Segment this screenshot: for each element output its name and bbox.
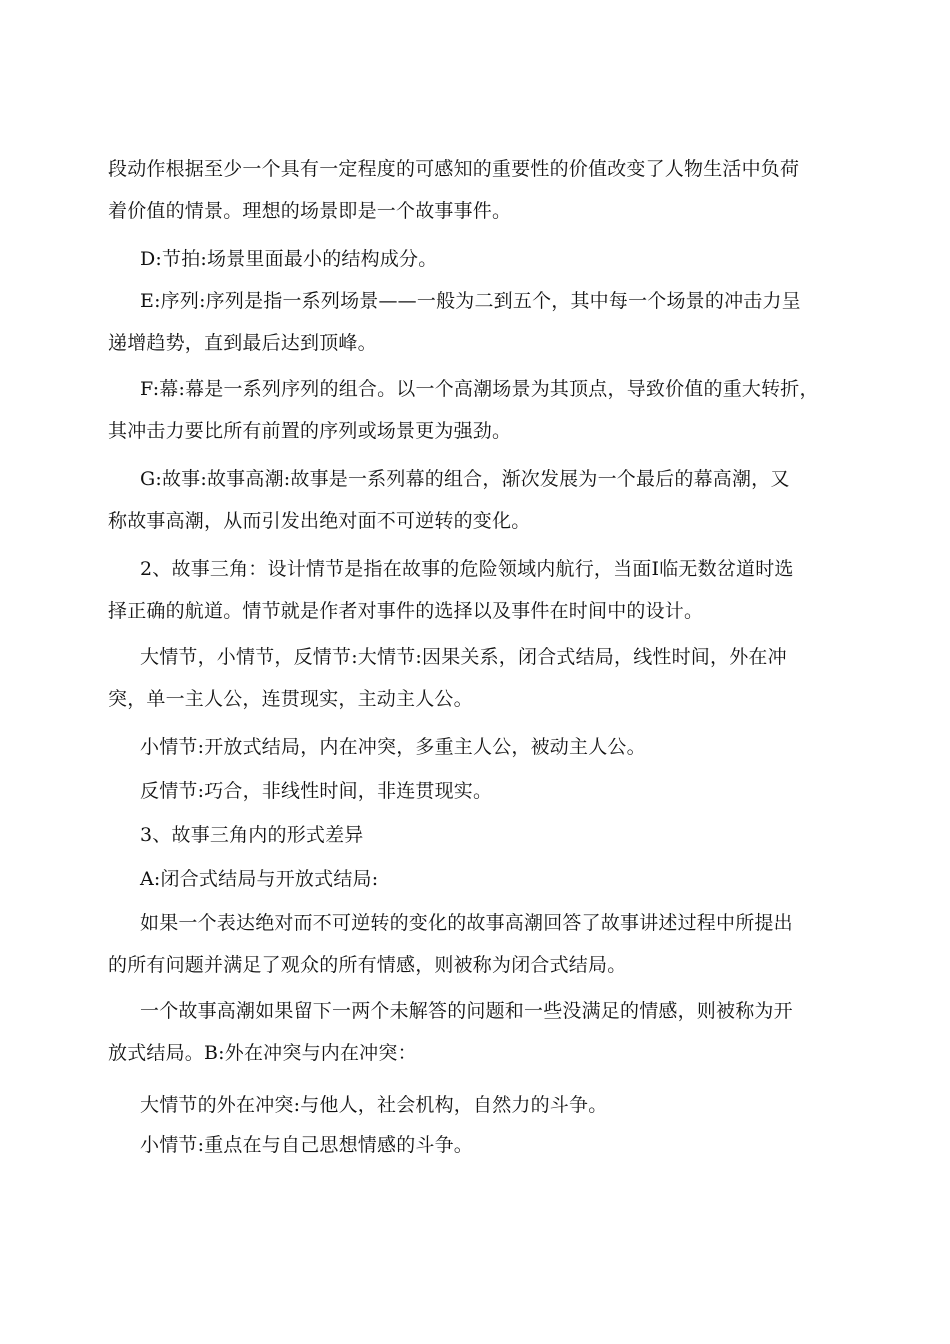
text-line: 2、故事三角：设计情节是指在故事的危险领域内航行，当面Ⅰ临无数岔道时选: [140, 558, 794, 580]
paragraph-story-triangle: [108, 548, 858, 632]
paragraph-scene-definition-continued: [108, 148, 858, 232]
text-line: 小情节:重点在与自己思想情感的斗争。: [140, 1134, 474, 1156]
text-line: 递增趋势，直到最后达到顶峰。: [108, 332, 377, 354]
text-line: 的所有问题并满足了观众的所有情感，则被称为闭合式结局。: [108, 954, 627, 976]
text-line: 小情节:开放式结局，内在冲突，多重主人公，被动主人公。: [140, 736, 646, 758]
text-line: 大情节，小情节，反情节:大情节:因果关系，闭合式结局，线性时间，外在冲: [140, 646, 787, 668]
paragraph-open-ending: [108, 990, 858, 1074]
text-line: 突，单一主人公，连贯现实，主动主人公。: [108, 688, 473, 710]
text-line: 其冲击力要比所有前置的序列或场景更为强劲。: [108, 420, 512, 442]
text-line: 反情节:巧合，非线性时间，非连贯现实。: [140, 780, 493, 802]
text-line: E:序列:序列是指一系列场景——一般为二到五个，其中每一个场景的冲击力呈: [140, 290, 801, 312]
paragraph-act: [108, 368, 858, 452]
paragraph-antiplot: [108, 770, 858, 812]
text-line: 大情节的外在冲突:与他人，社会机构，自然力的斗争。: [140, 1094, 608, 1116]
section-heading-formal-differences: [108, 814, 858, 856]
text-line: 择正确的航道。情节就是作者对事件的选择以及事件在时间中的设计。: [108, 600, 704, 622]
paragraph-internal-conflict: [108, 1124, 858, 1166]
paragraph-miniplot: [108, 726, 858, 768]
text-line: 称故事高潮，从而引发出绝对面不可逆转的变化。: [108, 510, 531, 532]
text-line: G:故事:故事高潮:故事是一系列幕的组合，渐次发展为一个最后的幕高潮，又: [140, 468, 790, 490]
text-line: 如果一个表达绝对而不可逆转的变化的故事高潮回答了故事讲述过程中所提出: [140, 912, 793, 934]
paragraph-story: [108, 458, 858, 542]
paragraph-closed-ending: [108, 902, 858, 986]
paragraph-beat: [108, 238, 858, 280]
subheading-closed-open-ending: [108, 858, 858, 900]
text-line: D:节拍:场景里面最小的结构成分。: [140, 248, 438, 270]
text-line: A:闭合式结局与开放式结局:: [140, 868, 379, 890]
paragraph-archplot: [108, 636, 858, 720]
text-line: 放式结局。B:外在冲突与内在冲突：: [108, 1042, 417, 1064]
text-line: 3、故事三角内的形式差异: [140, 824, 364, 846]
text-line: 一个故事高潮如果留下一两个未解答的问题和一些没满足的情感，则被称为开: [140, 1000, 793, 1022]
paragraph-external-conflict: [108, 1084, 858, 1126]
text-line: 着价值的情景。理想的场景即是一个故事事件。: [108, 200, 512, 222]
paragraph-sequence: [108, 280, 858, 364]
text-line: F:幕:幕是一系列序列的组合。以一个高潮场景为其顶点，导致价值的重大转折，: [140, 378, 819, 400]
text-line: 段动作根据至少一个具有一定程度的可感知的重要性的价值改变了人物生活中负荷: [108, 158, 800, 180]
